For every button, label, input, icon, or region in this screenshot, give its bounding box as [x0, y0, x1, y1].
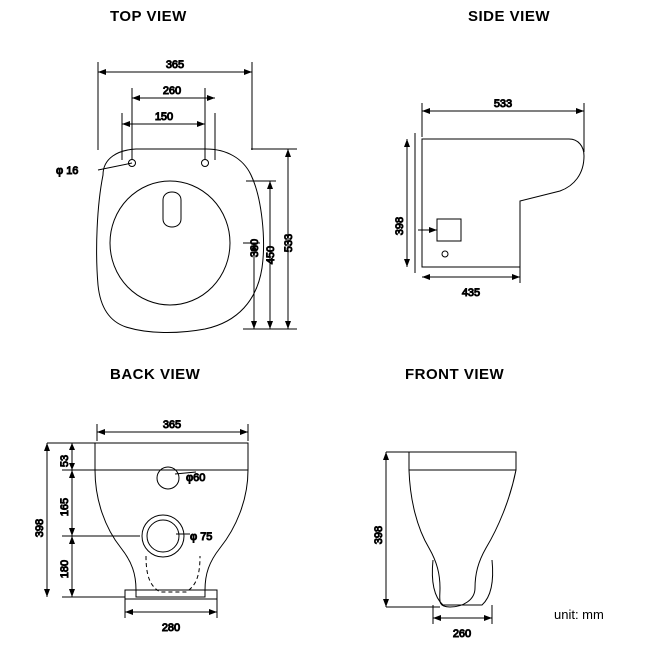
top-dim-150-label: 150 — [154, 111, 174, 123]
front-view-base-curve — [432, 560, 492, 605]
view-title-back: BACK VIEW — [110, 366, 201, 383]
back-dim-165-label: 165 — [59, 497, 71, 517]
top-dim-260-label: 260 — [162, 85, 182, 97]
top-view-bolt-hole-right — [202, 160, 209, 167]
front-view-outline — [409, 452, 516, 607]
back-view-hidden-trap — [146, 556, 200, 592]
top-dim-330-label: 330 — [249, 238, 261, 258]
back-dim-280-label: 280 — [161, 622, 181, 634]
back-view-outline — [95, 443, 248, 597]
view-title-side: SIDE VIEW — [468, 8, 551, 25]
side-view-small-hole — [442, 251, 448, 257]
back-view-group — [34, 419, 248, 634]
view-title-front: FRONT VIEW — [405, 366, 505, 383]
side-view-group — [394, 98, 584, 299]
side-dim-435-label: 435 — [461, 287, 481, 299]
back-view-outlet-inner — [147, 520, 179, 552]
back-dim-398-label: 398 — [34, 518, 46, 538]
side-view-inlet-box — [437, 219, 461, 241]
side-view-outline — [422, 139, 584, 267]
unit-label: unit: mm — [554, 607, 604, 622]
top-view-group — [56, 59, 297, 333]
top-dim-533-label: 533 — [283, 233, 295, 253]
top-view-bowl — [110, 181, 230, 305]
back-phi75-label: φ 75 — [190, 531, 213, 543]
side-dim-533-label: 533 — [493, 98, 513, 110]
view-title-top: TOP VIEW — [110, 8, 187, 25]
back-phi60-label: φ60 — [186, 472, 206, 484]
top-view-outline — [97, 149, 264, 333]
top-dim-365-label: 365 — [165, 59, 185, 71]
top-phi16-label: φ 16 — [56, 165, 79, 177]
top-dim-450-label: 450 — [265, 245, 277, 265]
top-view-flush-opening — [163, 192, 181, 227]
front-view-group — [373, 452, 516, 640]
front-dim-260-label: 260 — [452, 628, 472, 640]
back-dim-53-label: 53 — [59, 454, 71, 468]
front-dim-398-label: 398 — [373, 525, 385, 545]
side-dim-398-label: 398 — [394, 216, 406, 236]
top-phi16-leader — [98, 163, 132, 170]
back-view-base — [125, 590, 217, 599]
back-dim-365-label: 365 — [162, 419, 182, 431]
back-view-outlet-outer — [142, 515, 184, 557]
back-dim-180-label: 180 — [59, 559, 71, 579]
